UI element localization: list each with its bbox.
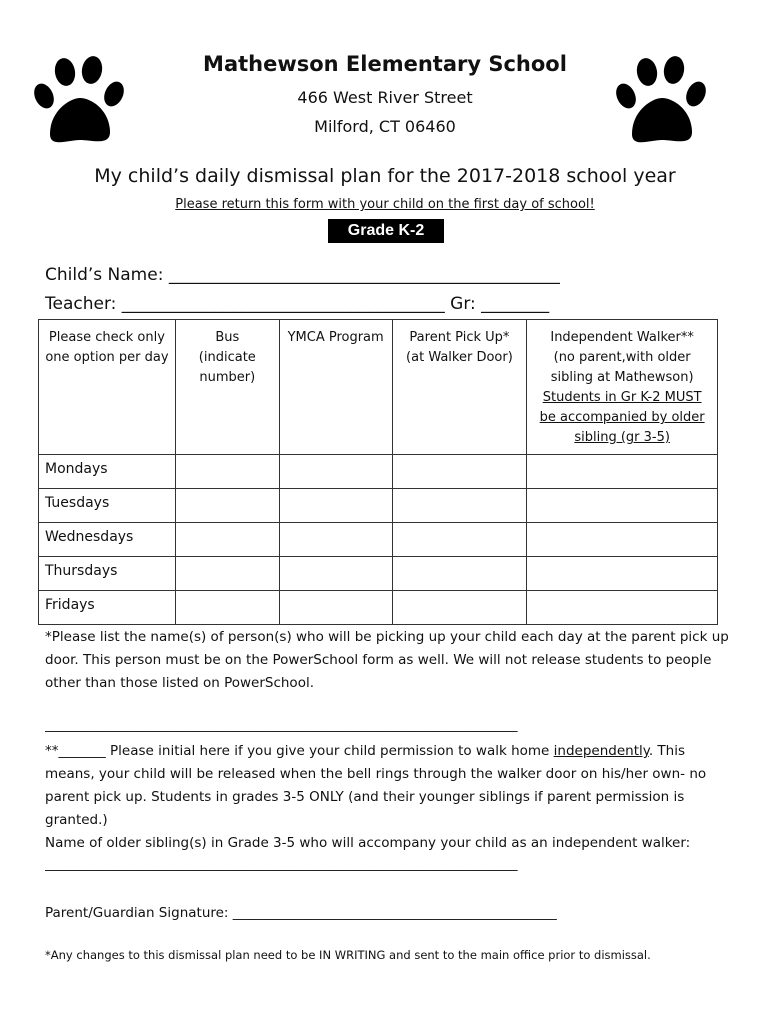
sibling-label: Name of older sibling(s) in Grade 3-5 who will accompany your child as an independent walker: xyxy=(45,835,691,851)
cell-ymca[interactable] xyxy=(279,455,392,489)
day-label-mondays: Mondays xyxy=(39,455,176,489)
school-name: Mathewson Elementary School xyxy=(203,52,567,76)
cell-parent-pickup[interactable] xyxy=(392,523,527,557)
header-bus: Bus (indicate number) xyxy=(175,320,279,455)
cell-bus[interactable] xyxy=(175,523,279,557)
table-row xyxy=(39,557,718,591)
cell-ymca[interactable] xyxy=(279,557,392,591)
table-row xyxy=(39,455,718,489)
dismissal-table xyxy=(38,319,718,625)
cell-parent-pickup[interactable] xyxy=(392,455,527,489)
cell-parent-pickup[interactable] xyxy=(392,591,527,625)
cell-ymca[interactable] xyxy=(279,591,392,625)
cell-walker[interactable] xyxy=(527,455,718,489)
cell-bus[interactable] xyxy=(175,557,279,591)
form-title: My child’s daily dismissal plan for the 2017-2018 school year xyxy=(94,165,676,187)
cell-parent-pickup[interactable] xyxy=(392,557,527,591)
cell-bus[interactable] xyxy=(175,489,279,523)
day-label-fridays: Fridays xyxy=(39,591,176,625)
table-row xyxy=(39,523,718,557)
pickup-note: *Please list the name(s) of person(s) who will be picking up your child each day at the parent pick up door. This person must be on the PowerSchool form as well. We will not release students to people other than those listed on PowerSchool. xyxy=(45,629,729,691)
sibling-name-line[interactable]: ______________________________________________________________________ xyxy=(45,856,518,872)
day-label-wednesdays: Wednesdays xyxy=(39,523,176,557)
day-label-thursdays: Thursdays xyxy=(39,557,176,591)
school-street: 466 West River Street xyxy=(297,88,473,107)
changes-note: *Any changes to this dismissal plan need to be IN WRITING and sent to the main office prior to dismissal. xyxy=(45,948,651,962)
cell-walker[interactable] xyxy=(527,489,718,523)
cell-ymca[interactable] xyxy=(279,489,392,523)
cell-parent-pickup[interactable] xyxy=(392,489,527,523)
cell-bus[interactable] xyxy=(175,455,279,489)
grade-badge: Grade K-2 xyxy=(328,219,444,243)
header-ymca: YMCA Program xyxy=(279,320,392,455)
table-row xyxy=(39,489,718,523)
cell-walker[interactable] xyxy=(527,591,718,625)
table-row xyxy=(39,591,718,625)
header-check-only: Please check only one option per day xyxy=(39,320,176,455)
pickup-names-line[interactable]: ______________________________________________________________________ xyxy=(45,717,518,733)
cell-walker[interactable] xyxy=(527,523,718,557)
cell-ymca[interactable] xyxy=(279,523,392,557)
table-header-row xyxy=(39,320,718,455)
walker-permission-note: **_______ Please initial here if you give your child permission to walk home independently. This means, your child will be released when the bell rings through the walker door on his/her own- no parent pick up. Students in grades 3-5 ONLY (and their younger siblings if parent permission is granted.) xyxy=(45,743,707,828)
signature-field[interactable]: Parent/Guardian Signature: ________________________________________________ xyxy=(45,905,557,921)
cell-walker[interactable] xyxy=(527,557,718,591)
header-parent-pickup: Parent Pick Up* (at Walker Door) xyxy=(392,320,527,455)
child-name-field[interactable]: Child’s Name: ______________________________________________ xyxy=(45,265,560,285)
header-independent-walker: Independent Walker** (no parent,with older sibling at Mathewson) Students in Gr K-2 MUST be accompanied by older sibling (gr 3-5) xyxy=(527,320,718,455)
cell-bus[interactable] xyxy=(175,591,279,625)
day-label-tuesdays: Tuesdays xyxy=(39,489,176,523)
teacher-field[interactable]: Teacher: ______________________________________ Gr: ________ xyxy=(45,294,550,314)
return-note: Please return this form with your child on the first day of school! xyxy=(175,197,595,212)
school-city: Milford, CT 06460 xyxy=(314,117,456,136)
